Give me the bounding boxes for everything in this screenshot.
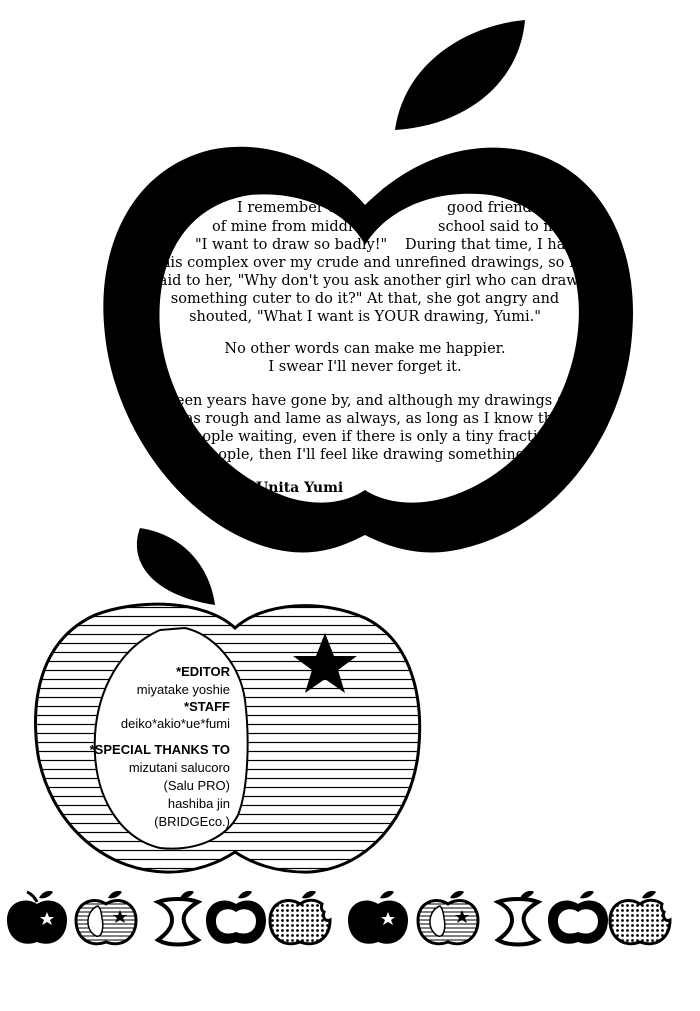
message-line2-right: school said to me,	[438, 219, 571, 235]
message-line3-right: During that time, I had	[405, 237, 575, 253]
outline-apple-icon	[206, 891, 266, 944]
thanks-heading: *SPECIAL THANKS TO	[89, 742, 230, 757]
editor-name: miyatake yoshie	[136, 682, 230, 697]
message-line6: something cuter to do it?" At that, she got angry and	[170, 291, 560, 307]
thanks-name-4: (BRIDGEco.)	[154, 814, 230, 829]
message-line12: are people waiting, even if there is only a tiny fraction of	[155, 429, 575, 445]
thanks-name-1: mizutani salucoro	[128, 760, 230, 775]
apple-core-icon	[498, 891, 538, 945]
message-line11: still as rough and lame as always, as long as I know there	[152, 411, 578, 427]
thanks-name-3: hashiba jin	[167, 796, 230, 811]
message-line9: I swear I'll never forget it.	[268, 359, 462, 375]
message-line3-left: "I want to draw so badly!"	[195, 237, 388, 253]
message-line5: said to her, "Why don't you ask another girl who can draw	[151, 273, 579, 289]
small-apple-leaf	[137, 528, 215, 605]
message-line2-left: of mine from middle	[212, 219, 362, 235]
editor-heading: *EDITOR	[176, 664, 230, 679]
staff-names: deiko*akio*ue*fumi	[120, 716, 230, 731]
message-line4: this complex over my crude and unrefined drawings, so I	[155, 255, 575, 271]
outline-apple-icon	[548, 891, 608, 944]
apple-icon-row	[7, 891, 670, 945]
solid-apple-icon	[348, 891, 408, 944]
message-line10: Fifteen years have gone by, and although my drawings are	[150, 393, 581, 409]
message-line1-left: I remember a	[237, 200, 337, 216]
thanks-name-2: (Salu PRO)	[163, 778, 230, 793]
signature: Unita Yumi	[256, 480, 344, 496]
message-line13: people, then I'll feel like drawing something.	[200, 447, 530, 463]
message-line7: shouted, "What I want is YOUR drawing, Yumi."	[189, 309, 541, 325]
striped-apple-icon	[76, 891, 136, 944]
big-apple-leaf	[395, 20, 525, 130]
striped-apple-icon	[418, 891, 478, 944]
solid-apple-icon	[7, 891, 67, 944]
staff-heading: *STAFF	[184, 699, 230, 714]
message-line8: No other words can make me happier.	[224, 341, 506, 357]
dotted-apple-icon	[610, 891, 670, 944]
dotted-apple-icon	[270, 891, 330, 944]
message-line1-right: good friend	[447, 200, 532, 216]
apple-core-icon	[158, 891, 198, 945]
